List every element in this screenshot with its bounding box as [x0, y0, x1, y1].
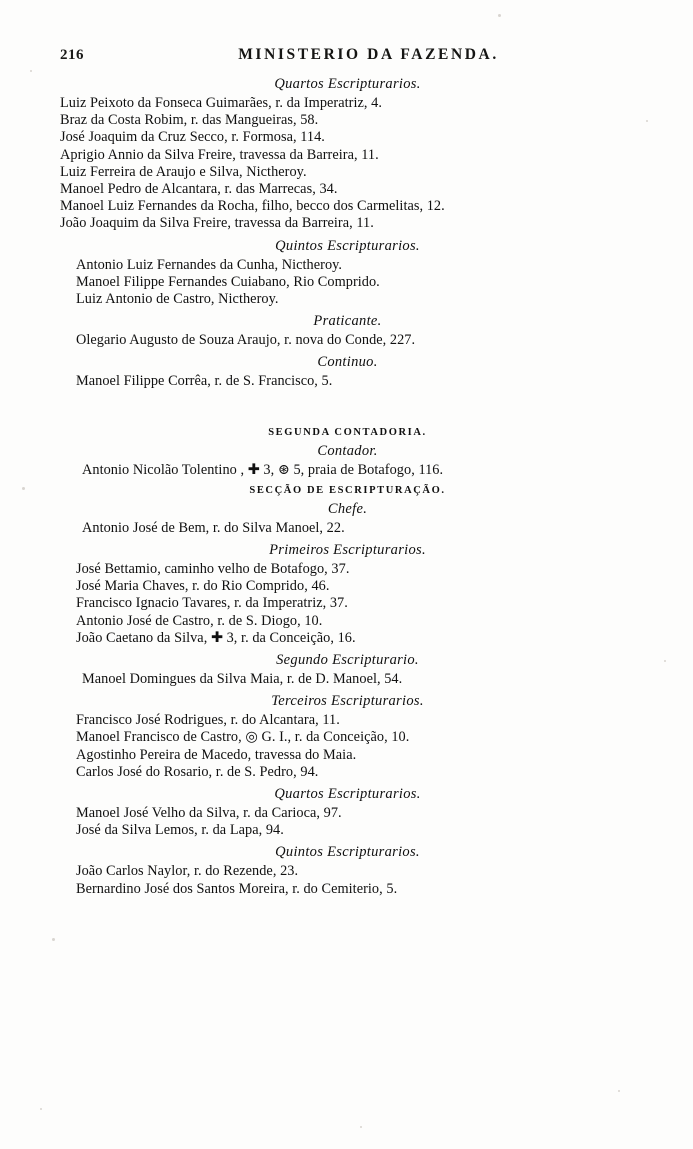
entry-list [60, 805, 635, 839]
paper-speckle [664, 660, 666, 662]
entry-list [60, 462, 635, 479]
entry-list [60, 332, 635, 349]
list-item: José Joaquim da Cruz Secco, r. Formosa, 114. [60, 129, 325, 146]
list-item: Manoel Luiz Fernandes da Rocha, filho, becco dos Carmelitas, 12. [60, 198, 445, 215]
list-item: Carlos José do Rosario, r. de S. Pedro, 94. [76, 763, 319, 780]
entry-list [60, 561, 635, 647]
division-title: SEGUNDA CONTADORIA. [268, 426, 427, 438]
entry-list [60, 520, 635, 537]
list-item: José Bettamio, caminho velho de Botafogo, 37. [76, 561, 350, 578]
list-item: Manoel Pedro de Alcantara, r. das Marrecas, 34. [60, 181, 338, 198]
list-item: Agostinho Pereira de Macedo, travessa do Maia. [76, 746, 357, 763]
section-heading: Quartos Escripturarios. [274, 76, 421, 92]
paper-speckle [646, 120, 648, 122]
section-heading: Segundo Escripturario. [276, 652, 419, 669]
section-heading: Quartos Escripturarios. [274, 786, 421, 803]
paper-speckle [30, 70, 32, 72]
paper-speckle [22, 487, 25, 490]
list-item: Antonio José de Bem, r. do Silva Manoel, 22. [82, 519, 345, 536]
running-head: MINISTERIO DA FAZENDA. [238, 46, 499, 63]
paper-speckle [360, 1126, 362, 1128]
section-heading: Continuo. [317, 354, 378, 371]
list-item: Manoel Filippe Corrêa, r. de S. Francisco, 5. [76, 373, 333, 390]
list-item: João Joaquim da Silva Freire, travessa da Barreira, 11. [60, 215, 374, 232]
page-content [60, 46, 635, 898]
subsection-title: SECÇÃO DE ESCRIPTURAÇÃO. [249, 484, 446, 496]
section-heading: Praticante. [313, 313, 382, 330]
list-item: Manoel José Velho da Silva, r. da Carioca, 97. [76, 805, 342, 822]
folio-number: 216 [60, 47, 84, 63]
section-heading: Contador. [317, 442, 378, 459]
list-item: Antonio José de Castro, r. de S. Diogo, 10. [76, 612, 323, 629]
list-item: Aprigio Annio da Silva Freire, travessa da Barreira, 11. [60, 146, 379, 163]
paper-speckle [40, 1108, 42, 1110]
entry-list [60, 863, 635, 897]
list-item: João Caetano da Silva, ✚ 3, r. da Conceição, 16. [76, 629, 356, 646]
list-item: Luiz Peixoto da Fonseca Guimarães, r. da Imperatriz, 4. [60, 95, 382, 111]
paper-speckle [52, 938, 55, 941]
list-item: Manoel Domingues da Silva Maia, r. de D. Manoel, 54. [82, 671, 403, 688]
list-item: Manoel Francisco de Castro, ◎ G. I., r. da Conceição, 10. [76, 729, 410, 746]
list-item: Bernardino José dos Santos Moreira, r. do Cemiterio, 5. [76, 880, 398, 897]
paper-speckle [618, 1090, 620, 1092]
section-heading: Quintos Escripturarios. [275, 237, 420, 254]
list-item: Luiz Ferreira de Araujo e Silva, Nictheroy. [60, 163, 307, 180]
list-item: José da Silva Lemos, r. da Lapa, 94. [76, 822, 284, 839]
paper-speckle [498, 14, 501, 17]
entry-list [60, 373, 635, 390]
entry-list [60, 257, 635, 309]
list-item: Francisco Ignacio Tavares, r. da Imperatriz, 37. [76, 595, 348, 612]
list-item: Braz da Costa Robim, r. das Mangueiras, 58. [60, 112, 319, 129]
list-item: Francisco José Rodrigues, r. do Alcantara, 11. [76, 712, 340, 729]
section-heading: Quintos Escripturarios. [275, 844, 420, 861]
list-item: Antonio Nicolão Tolentino , ✚ 3, ⊛ 5, praia de Botafogo, 116. [82, 461, 444, 478]
section-heading: Primeiros Escripturarios. [269, 542, 426, 559]
list-item: Luiz Antonio de Castro, Nictheroy. [76, 291, 279, 308]
list-item: João Carlos Naylor, r. do Rezende, 23. [76, 863, 299, 880]
section-heading: Chefe. [327, 500, 368, 517]
section-heading: Terceiros Escripturarios. [271, 693, 424, 710]
list-item: Manoel Filippe Fernandes Cuiabano, Rio Comprido. [76, 273, 380, 290]
entry-list [60, 95, 635, 233]
section-spacer [60, 391, 635, 421]
entry-list [60, 712, 635, 781]
page-header [60, 46, 635, 64]
entry-list [60, 671, 635, 688]
list-item: Olegario Augusto de Souza Araujo, r. nova do Conde, 227. [76, 332, 416, 349]
list-item: Antonio Luiz Fernandes da Cunha, Nictheroy. [76, 256, 343, 273]
list-item: José Maria Chaves, r. do Rio Comprido, 46. [76, 578, 330, 595]
